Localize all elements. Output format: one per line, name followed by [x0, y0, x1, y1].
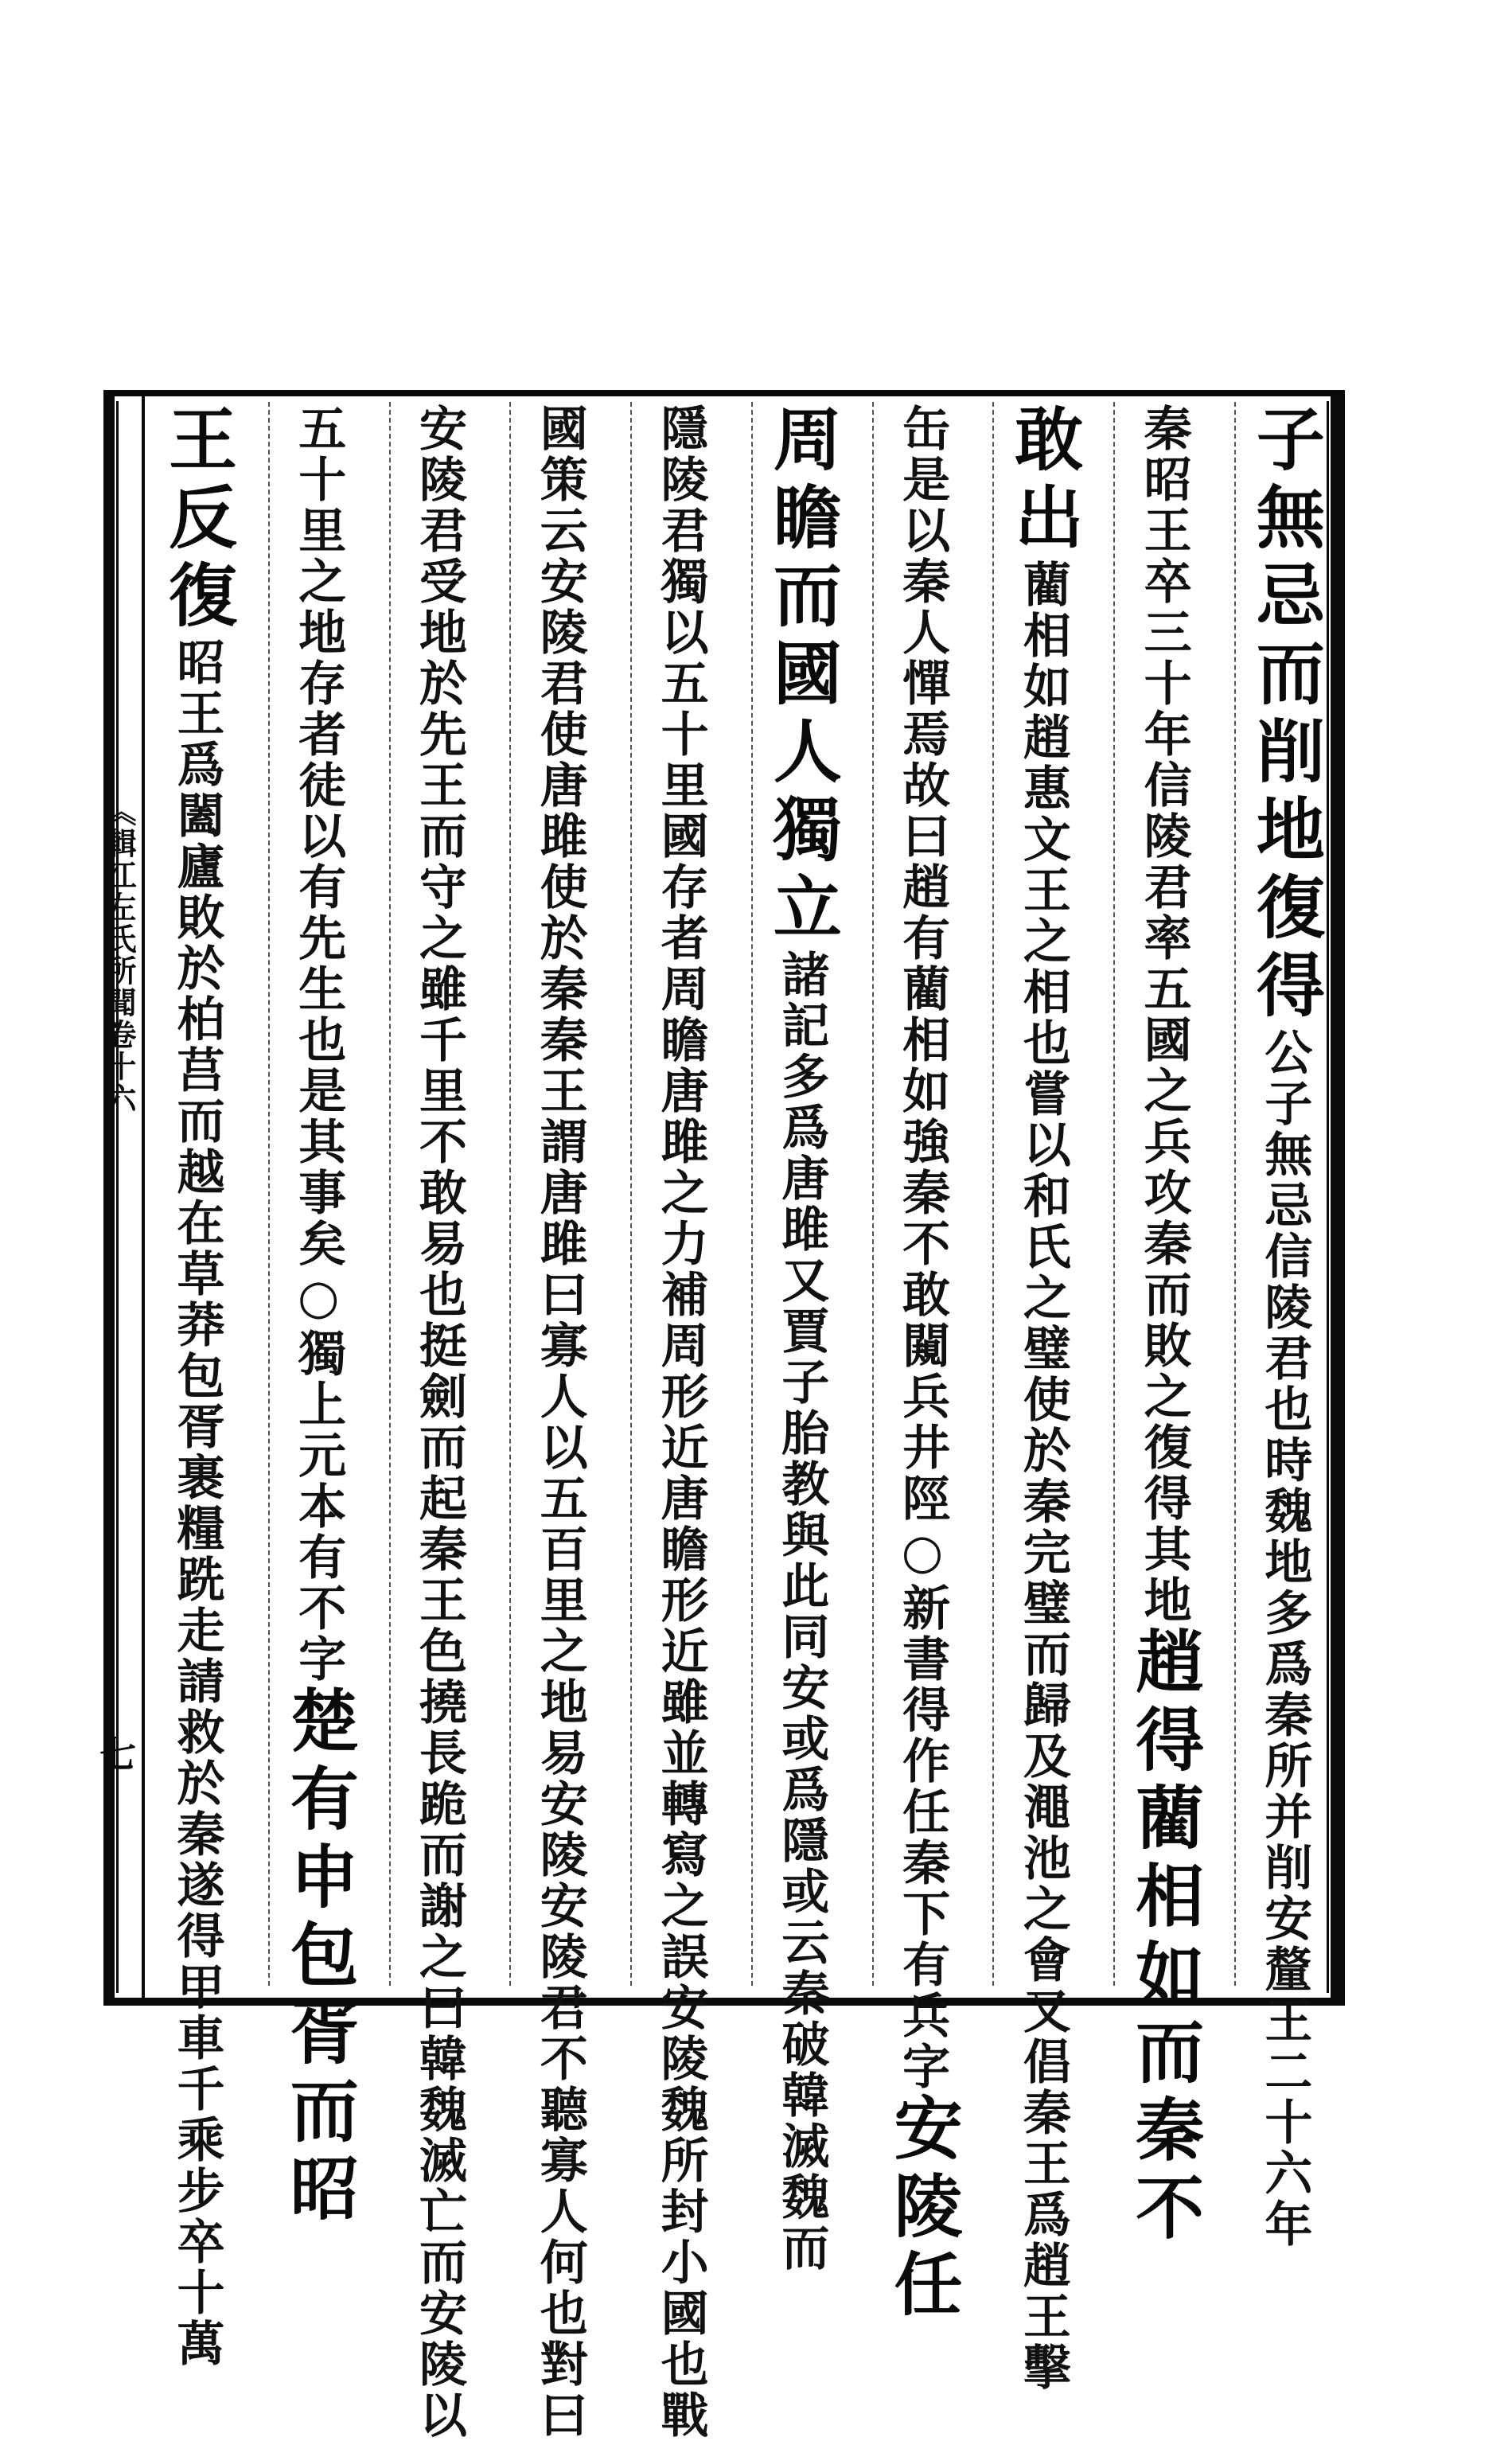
main-text: 安陵任: [882, 2092, 963, 2326]
main-text: 周瞻而國人獨立: [761, 404, 842, 949]
text-column: [872, 402, 971, 2326]
commentary-text: 五十里之地存者徒以有先生也是其事矣○獨上元本有不字: [290, 404, 347, 1685]
text-column: [992, 402, 1091, 2393]
main-text: 敢出: [1003, 404, 1084, 560]
main-text: 趙得藺相如而秦不: [1124, 1626, 1205, 2250]
commentary-text: 公子無忌信陵君也時魏地多爲秦所并削安釐王二十六年: [1257, 1027, 1313, 2250]
text-column: [509, 402, 608, 2441]
commentary-text: 缶是以秦人憚焉故曰趙有藺相如強秦不敢闚兵井陘○新書得作任秦下有兵字: [894, 404, 951, 2092]
commentary-text: 隱陵君獨以五十里國存者周瞻唐雎之力補周形近唐瞻形近雖並轉寫之誤安陵魏所封小國也戰: [653, 404, 709, 2441]
commentary-text: 秦昭王卒三十年信陵君率五國之兵攻秦而敗之復得其地: [1136, 404, 1192, 1626]
commentary-text: 諸記多爲唐雎又賈子胎教與此同安或爲隱或云秦破韓滅魏而: [774, 949, 830, 2274]
text-column: [1113, 402, 1212, 2250]
main-text: 楚有申包胥而昭: [278, 1685, 359, 2231]
text-column: [268, 402, 367, 2231]
main-text: 子無忌而削地復得: [1244, 404, 1325, 1027]
commentary-text: 藺相如趙惠文王之相也嘗以和氏之璧使於秦完璧而歸及澠池之會又倡秦王爲趙王擊: [1015, 560, 1071, 2393]
fold-line: [142, 396, 145, 1999]
text-column: [389, 402, 488, 2441]
fold-title: 《輯江左氏所聞卷十六: [101, 796, 137, 1114]
text-column: [1234, 402, 1333, 2250]
fold-page-number: 七: [94, 1735, 137, 1772]
commentary-text: 安陵君受地於先王而守之雖千里不敢易也挺劍而起秦王色撓長跪而謝之曰韓魏滅亡而安陵以: [411, 404, 468, 2441]
text-columns: [147, 402, 1333, 2441]
commentary-text: 國策云安陵君使唐雎使於秦秦王謂唐雎曰寡人以五百里之地易安陵安陵君不聽寡人何也對曰: [532, 404, 588, 2441]
text-column: [751, 402, 850, 2274]
text-column: [630, 402, 729, 2441]
commentary-text: 昭王爲闔廬敗於柏莒而越在草莽包胥裹糧跣走請救於秦遂得甲車千乘步卒十萬: [169, 638, 225, 2369]
main-text: 王反復: [157, 404, 237, 638]
text-column: [147, 402, 246, 2369]
